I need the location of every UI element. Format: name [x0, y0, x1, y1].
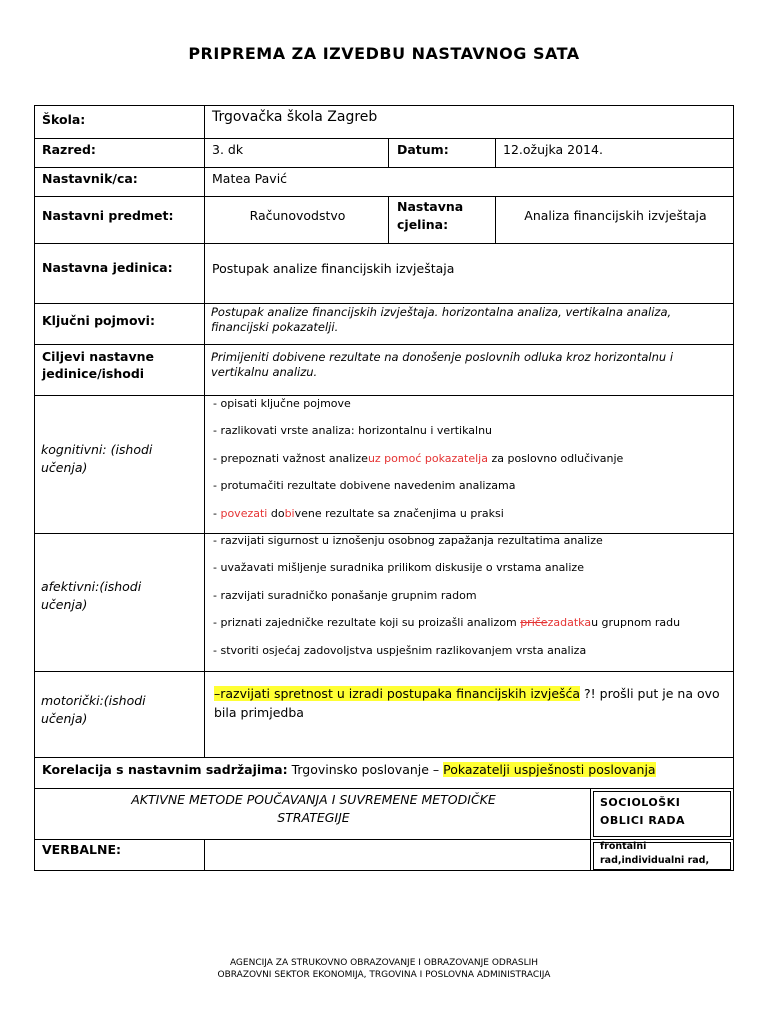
row-skola-label — [34, 105, 205, 139]
nastavnik-label: Nastavnik/ca: — [42, 171, 138, 186]
row-pojmovi-value — [204, 303, 734, 345]
tracked-deletion: priče — [520, 616, 548, 630]
ciljevi-value: Primijeniti dobivene rezultate na donošenje poslovnih odluka kroz horizontalnu i vertikalnu analizu. — [211, 350, 674, 379]
tracked-insertion: bi — [284, 506, 295, 520]
list-item: - uvažavati mišljenje suradnika prilikom diskusije o vrstama analize — [213, 561, 584, 575]
list-item: - povezati dobivene rezultate sa značenjima u praksi — [213, 506, 504, 520]
list-item: - opisati ključne pojmove — [213, 397, 351, 410]
list-item: - razlikovati vrste analiza: horizontalnu i vertikalnu — [213, 424, 493, 438]
row-razred-value — [204, 138, 389, 168]
row-jedinica-label — [34, 243, 205, 304]
skola-value: Trgovačka škola Zagreb — [212, 109, 378, 125]
row-nastavnik-value — [204, 167, 734, 197]
row-motoricki-label — [34, 671, 205, 758]
razred-value: 3. dk — [212, 142, 244, 157]
afektivni-label-2: učenja) — [41, 597, 88, 612]
row-skola-value — [204, 105, 734, 139]
highlighted-text: –razvijati spretnost u izradi postupaka financijskih izvješća — [214, 686, 581, 701]
row-pojmovi-label — [34, 303, 205, 345]
list-item: - prepoznati važnost analizeuz pomoć pokazatelja za poslovno odlučivanje — [213, 451, 624, 465]
row-datum-label — [388, 138, 496, 168]
row-predmet-label — [34, 196, 205, 244]
jedinica-label: Nastavna jedinica: — [42, 260, 173, 275]
row-predmet-value — [204, 196, 389, 244]
row-korelacija — [34, 757, 734, 789]
nastavnik-value: Matea Pavić — [212, 171, 288, 186]
cjelina-label-1: Nastavna — [397, 199, 464, 214]
page-title: PRIPREMA ZA IZVEDBU NASTAVNOG SATA — [188, 44, 580, 63]
tracked-insertion: uz pomoć pokazatelja — [367, 451, 488, 465]
list-item: - razvijati suradničko ponašanje grupnim radom — [213, 588, 477, 602]
row-motoricki-value — [204, 671, 734, 758]
row-oblici-value — [590, 839, 734, 871]
row-kognitivni-label — [34, 395, 205, 534]
cjelina-label-2: cjelina: — [397, 217, 449, 232]
metode-title-2: STRATEGIJE — [277, 810, 350, 825]
row-datum-value — [495, 138, 734, 168]
razred-label: Razred: — [42, 142, 96, 157]
highlighted-text: Pokazatelji uspješnosti poslovanja — [443, 762, 656, 777]
verbalne-label: VERBALNE: — [42, 842, 122, 857]
row-metode-title — [34, 788, 591, 840]
ciljevi-label-2: jedinice/ishodi — [42, 366, 145, 381]
row-cjelina-value — [495, 196, 734, 244]
list-item: - stvoriti osjećaj zadovoljstva uspješnim razlikovanjem vrsta analiza — [213, 643, 587, 657]
datum-label: Datum: — [397, 142, 449, 157]
motoricki-text: –razvijati spretnost u izradi postupaka financijskih izvješća ?! prošli put je na ovo bila primjedba — [214, 686, 720, 720]
skola-label: Škola: — [42, 112, 86, 127]
tracked-insertion: povezati — [220, 506, 268, 520]
ciljevi-label-1: Ciljevi nastavne — [42, 349, 154, 364]
footer-line-2: OBRAZOVNI SEKTOR EKONOMIJA, TRGOVINA I POSLOVNA ADMINISTRACIJA — [217, 970, 551, 980]
predmet-label: Nastavni predmet: — [42, 208, 174, 223]
row-verbalne-value — [204, 839, 591, 871]
oblici-2: rad,individualni rad, — [600, 855, 710, 866]
row-verbalne-label — [34, 839, 205, 871]
predmet-value: Računovodstvo — [249, 208, 346, 223]
footer-line-1: AGENCIJA ZA STRUKOVNO OBRAZOVANJE I OBRAZOVANJE ODRASLIH — [229, 958, 539, 968]
row-jedinica-value — [204, 243, 734, 304]
row-nastavnik-label — [34, 167, 205, 197]
jedinica-value: Postupak analize financijskih izvještaja — [212, 261, 455, 276]
pojmovi-value: Postupak analize financijskih izvještaja. horizontalna analiza, vertikalna analiza, financijski pokazatelji. — [211, 305, 672, 334]
datum-value: 12.ožujka 2014. — [503, 142, 603, 157]
motoricki-label-2: učenja) — [41, 711, 88, 726]
row-socio-label — [590, 788, 734, 840]
socio-label-1: SOCIOLOŠKI — [600, 796, 681, 809]
kognitivni-label-1: kognitivni: (ishodi — [41, 442, 153, 457]
row-ciljevi-label — [34, 344, 205, 396]
row-cjelina-label — [388, 196, 496, 244]
afektivni-label-1: afektivni:(ishodi — [41, 579, 142, 594]
korelacija-text: Korelacija s nastavnim sadržajima: Trgovinsko poslovanje – Pokazatelji uspješnosti poslovanja — [42, 762, 656, 777]
cjelina-value: Analiza financijskih izvještaja — [524, 208, 707, 223]
row-ciljevi-value — [204, 344, 734, 396]
kognitivni-label-2: učenja) — [41, 460, 88, 475]
metode-title-1: AKTIVNE METODE POUČAVANJA I SUVREMENE METODIČKE — [131, 792, 496, 807]
tracked-insertion: zadatka — [547, 616, 592, 630]
pojmovi-label: Ključni pojmovi: — [42, 313, 155, 328]
socio-label-2: OBLICI RADA — [600, 814, 685, 827]
list-item: - priznati zajedničke rezultate koji su proizašli analizom pričezadatkau grupnom radu — [213, 616, 681, 630]
list-item: - razvijati sigurnost u iznošenju osobnog zapažanja rezultatima analize — [213, 534, 603, 547]
row-razred-label — [34, 138, 205, 168]
row-afektivni-items — [204, 533, 734, 672]
row-afektivni-label — [34, 533, 205, 672]
motoricki-label-1: motorički:(ishodi — [41, 693, 146, 708]
list-item: - protumačiti rezultate dobivene navedenim analizama — [213, 479, 516, 493]
oblici-1: frontalni — [600, 841, 647, 852]
row-kognitivni-items — [204, 395, 734, 534]
